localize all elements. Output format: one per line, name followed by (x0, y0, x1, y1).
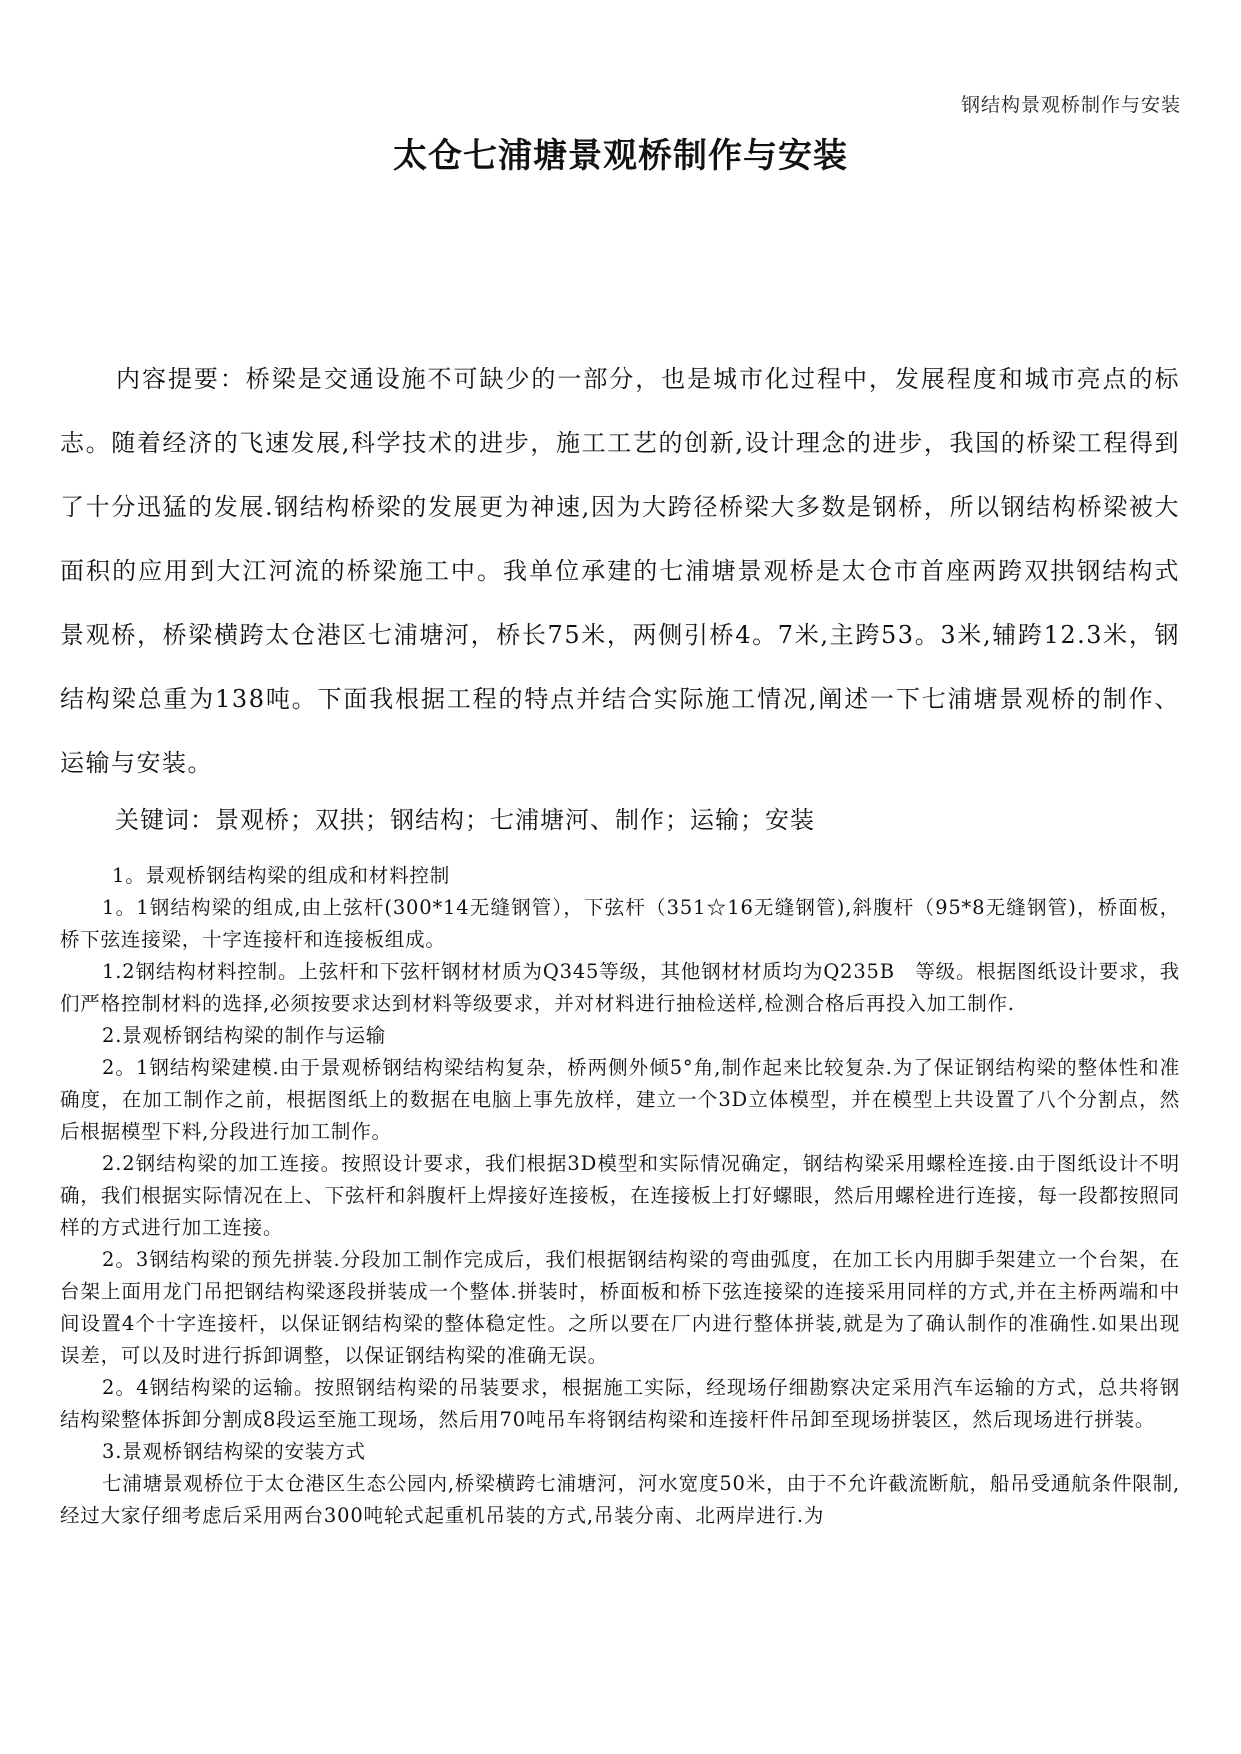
paragraph-2-4: 2。4钢结构梁的运输。按照钢结构梁的吊装要求，根据施工实际，经现场仔细勘察决定采用汽车运输的方式，总共将钢结构梁整体拆卸分割成8段运至施工现场，然后用70吨吊车将钢结构梁和连接杆件吊卸至现场拼装区，然后现场进行拼装。 (60, 1376, 1180, 1431)
paragraph-2-1: 2。1钢结构梁建模.由于景观桥钢结构梁结构复杂，桥两侧外倾5°角,制作起来比较复杂.为了保证钢结构梁的整体性和准确度，在加工制作之前，根据图纸上的数据在电脑上事先放样，建立一个3D立体模型，并在模型上共设置了八个分割点，然后根据模型下料,分段进行加工制作。 (60, 1056, 1180, 1143)
section-heading-1: 1。景观桥钢结构梁的组成和材料控制 (112, 864, 451, 887)
document-title: 太仓七浦塘景观桥制作与安装 (393, 136, 848, 176)
paragraph-2-3: 2。3钢结构梁的预先拼装.分段加工制作完成后，我们根据钢结构梁的弯曲弧度，在加工长内用脚手架建立一个台架，在台架上面用龙门吊把钢结构梁逐段拼装成一个整体.拼装时，桥面板和桥下弦连接梁的连接采用同样的方式,并在主桥两端和中间设置4个十字连接杆，以保证钢结构梁的整体稳定性。之所以要在厂内进行整体拼装,就是为了确认制作的准确性.如果出现误差，可以及时进行拆卸调整，以保证钢结构梁的准确无误。 (60, 1248, 1180, 1367)
running-header: 钢结构景观桥制作与安装 (960, 94, 1181, 116)
keywords-line: 关键词：景观桥；双拱；钢结构；七浦塘河、制作；运输；安装 (115, 806, 815, 834)
section-heading-3: 3.景观桥钢结构梁的安装方式 (102, 1440, 366, 1463)
paragraph-2-2: 2.2钢结构梁的加工连接。按照设计要求，我们根据3D模型和实际情况确定，钢结构梁采用螺栓连接.由于图纸设计不明确，我们根据实际情况在上、下弦杆和斜腹杆上焊接好连接板，在连接板上打好螺眼，然后用螺栓进行连接，每一段都按照同样的方式进行加工连接。 (60, 1152, 1180, 1239)
abstract-paragraph: 内容提要：桥梁是交通设施不可缺少的一部分，也是城市化过程中，发展程度和城市亮点的标志。随着经济的飞速发展,科学技术的进步，施工工艺的创新,设计理念的进步，我国的桥梁工程得到了十分迅猛的发展.钢结构桥梁的发展更为神速,因为大跨径桥梁大多数是钢桥，所以钢结构桥梁被大面积的应用到大江河流的桥梁施工中。我单位承建的七浦塘景观桥是太仓市首座两跨双拱钢结构式景观桥，桥梁横跨太仓港区七浦塘河，桥长75米，两侧引桥4。7米,主跨53。3米,辅跨12.3米，钢结构梁总重为138吨。下面我根据工程的特点并结合实际施工情况,阐述一下七浦塘景观桥的制作、运输与安装。 (60, 365, 1180, 777)
body-text (60, 860, 1180, 1532)
section-heading-2: 2.景观桥钢结构梁的制作与运输 (102, 1024, 387, 1047)
paragraph-1-2: 1.2钢结构材料控制。上弦杆和下弦杆钢材材质为Q345等级，其他钢材材质均为Q235B 等级。根据图纸设计要求，我们严格控制材料的选择,必须按要求达到材料等级要求，并对材料进行抽检送样,检测合格后再投入加工制作. (60, 960, 1180, 1015)
paragraph-3: 七浦塘景观桥位于太仓港区生态公园内,桥梁横跨七浦塘河，河水宽度50米，由于不允许截流断航，船吊受通航条件限制,经过大家仔细考虑后采用两台300吨轮式起重机吊装的方式,吊装分南、北两岸进行.为 (60, 1472, 1180, 1527)
paragraph-1-1: 1。1钢结构梁的组成,由上弦杆(300*14无缝钢管），下弦杆（351☆16无缝钢管),斜腹杆（95*8无缝钢管)，桥面板，桥下弦连接梁，十字连接杆和连接板组成。 (60, 896, 1180, 951)
